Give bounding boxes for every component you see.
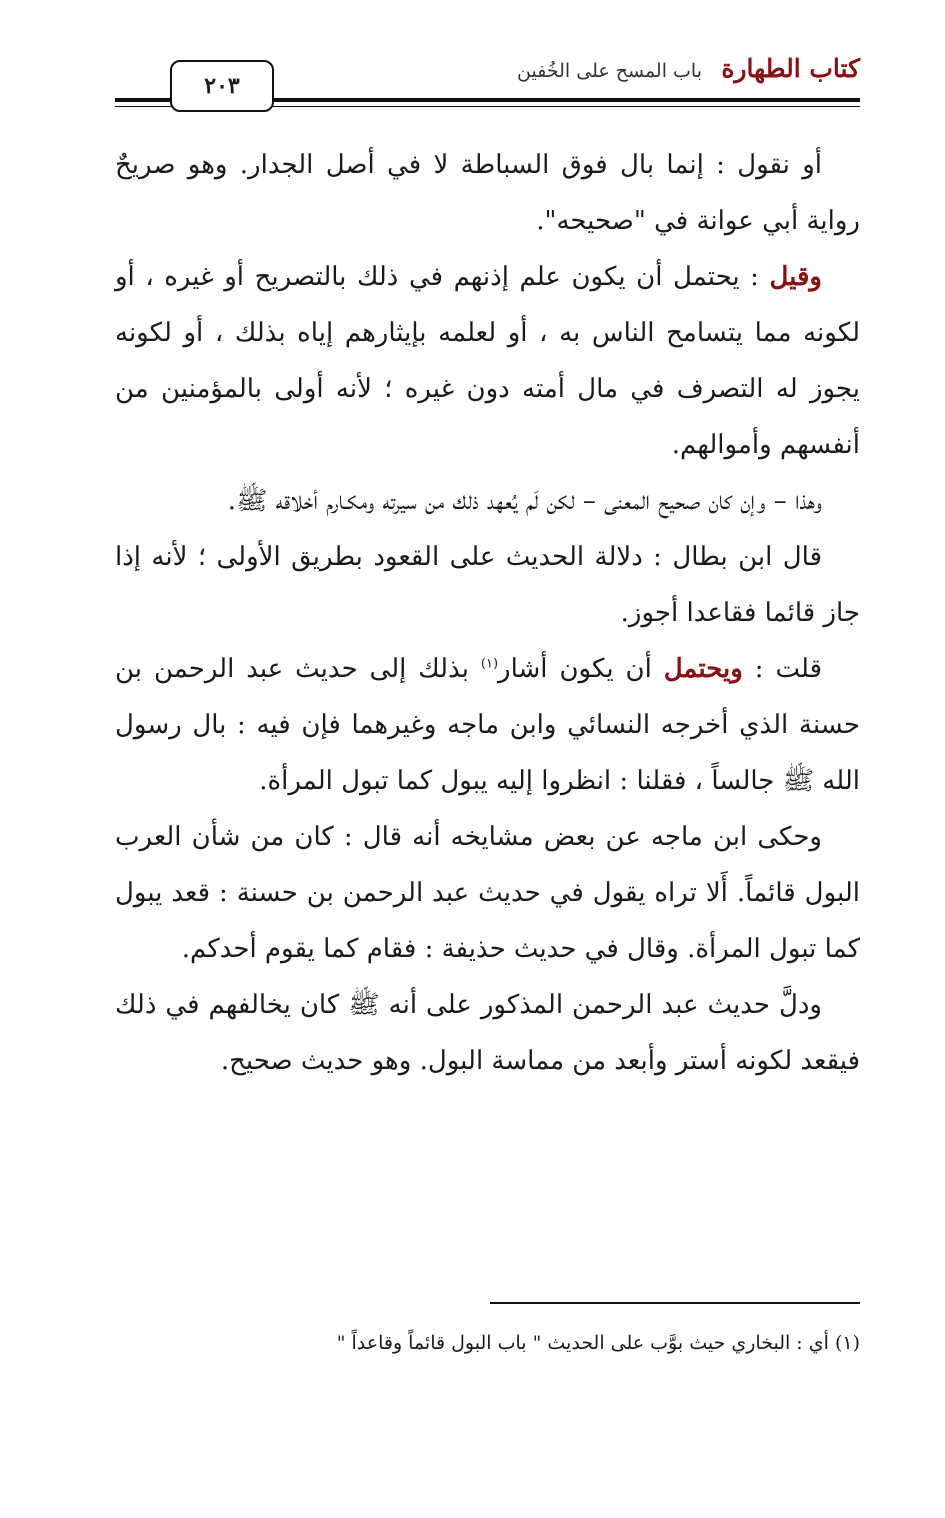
- paragraph-5: [115, 641, 860, 809]
- main-text: [115, 137, 860, 1089]
- paragraph-3: وهذا – وإن كان صحيح المعنى – لكن لَم يُعهد ذلك من سيرته ومكـارم أخلاقه ﷺ.: [227, 486, 822, 516]
- book-title: كتاب الطهارة: [721, 54, 860, 83]
- footnote-reference[interactable]: (١): [480, 656, 499, 672]
- footnote: (١) أي : البخاري حيث بوَّب على الحديث " باب البول قائماً وقاعداً ": [336, 1332, 860, 1354]
- paragraph-4: قال ابن بطال : دلالة الحديث على القعود بطريق الأولى ؛ لأنه إذا جاز قائما فقاعدا أجوز.: [115, 542, 860, 628]
- keyword-yuhtamal: ويحتمل: [663, 654, 743, 684]
- footnote-separator: [490, 1302, 860, 1304]
- keyword-qila: وقيل: [769, 262, 822, 292]
- chapter-title: باب المسح على الخُفين: [517, 60, 702, 82]
- page-header: [115, 44, 860, 114]
- page-number: ٢٠٣: [170, 60, 274, 112]
- paragraph-5-mid: أن يكون أشار: [498, 654, 664, 684]
- paragraph-2: [115, 249, 860, 473]
- paragraph-5-text: بذلك إلى حديث عبد الرحمن بن حسنة الذي أخرجه النسائي وابن ماجه وغيرهما فإن فيه : بال رسول الله ﷺ جالساً ، فقلنا : انظروا إليه يبول كما تبول المرأة.: [115, 654, 860, 796]
- paragraph-2-text: : يحتمل أن يكون علم إذنهم في ذلك بالتصريح أو غيره ، أو لكونه مما يتسامح الناس به ، أو لعلمه بإيثارهم إياه بذلك ، أو لكونه يجوز له التصرف في مال أمته دون غيره ؛ لأنه أولى بالمؤمنين من أنفسهم وأموالهم.: [115, 262, 860, 460]
- running-title: [517, 54, 860, 83]
- paragraph-5-prefix: قلت :: [742, 654, 823, 684]
- paragraph-7: ودلَّ حديث عبد الرحمن المذكور على أنه ﷺ كان يخالفهم في ذلك فيقعد لكونه أستر وأبعد من مماسة البول. وهو حديث صحيح.: [115, 990, 860, 1076]
- paragraph-1: أو نقول : إنما بال فوق السباطة لا في أصل الجدار. وهو صريحٌ رواية أبي عوانة في "صحيحه".: [115, 150, 860, 236]
- paragraph-6: وحكى ابن ماجه عن بعض مشايخه أنه قال : كان من شأن العرب البول قائماً. أَلا تراه يقول في حديث عبد الرحمن بن حسنة : قعد يبول كما تبول المرأة. وقال في حديث حذيفة : فقام كما يقوم أحدكم.: [115, 822, 860, 964]
